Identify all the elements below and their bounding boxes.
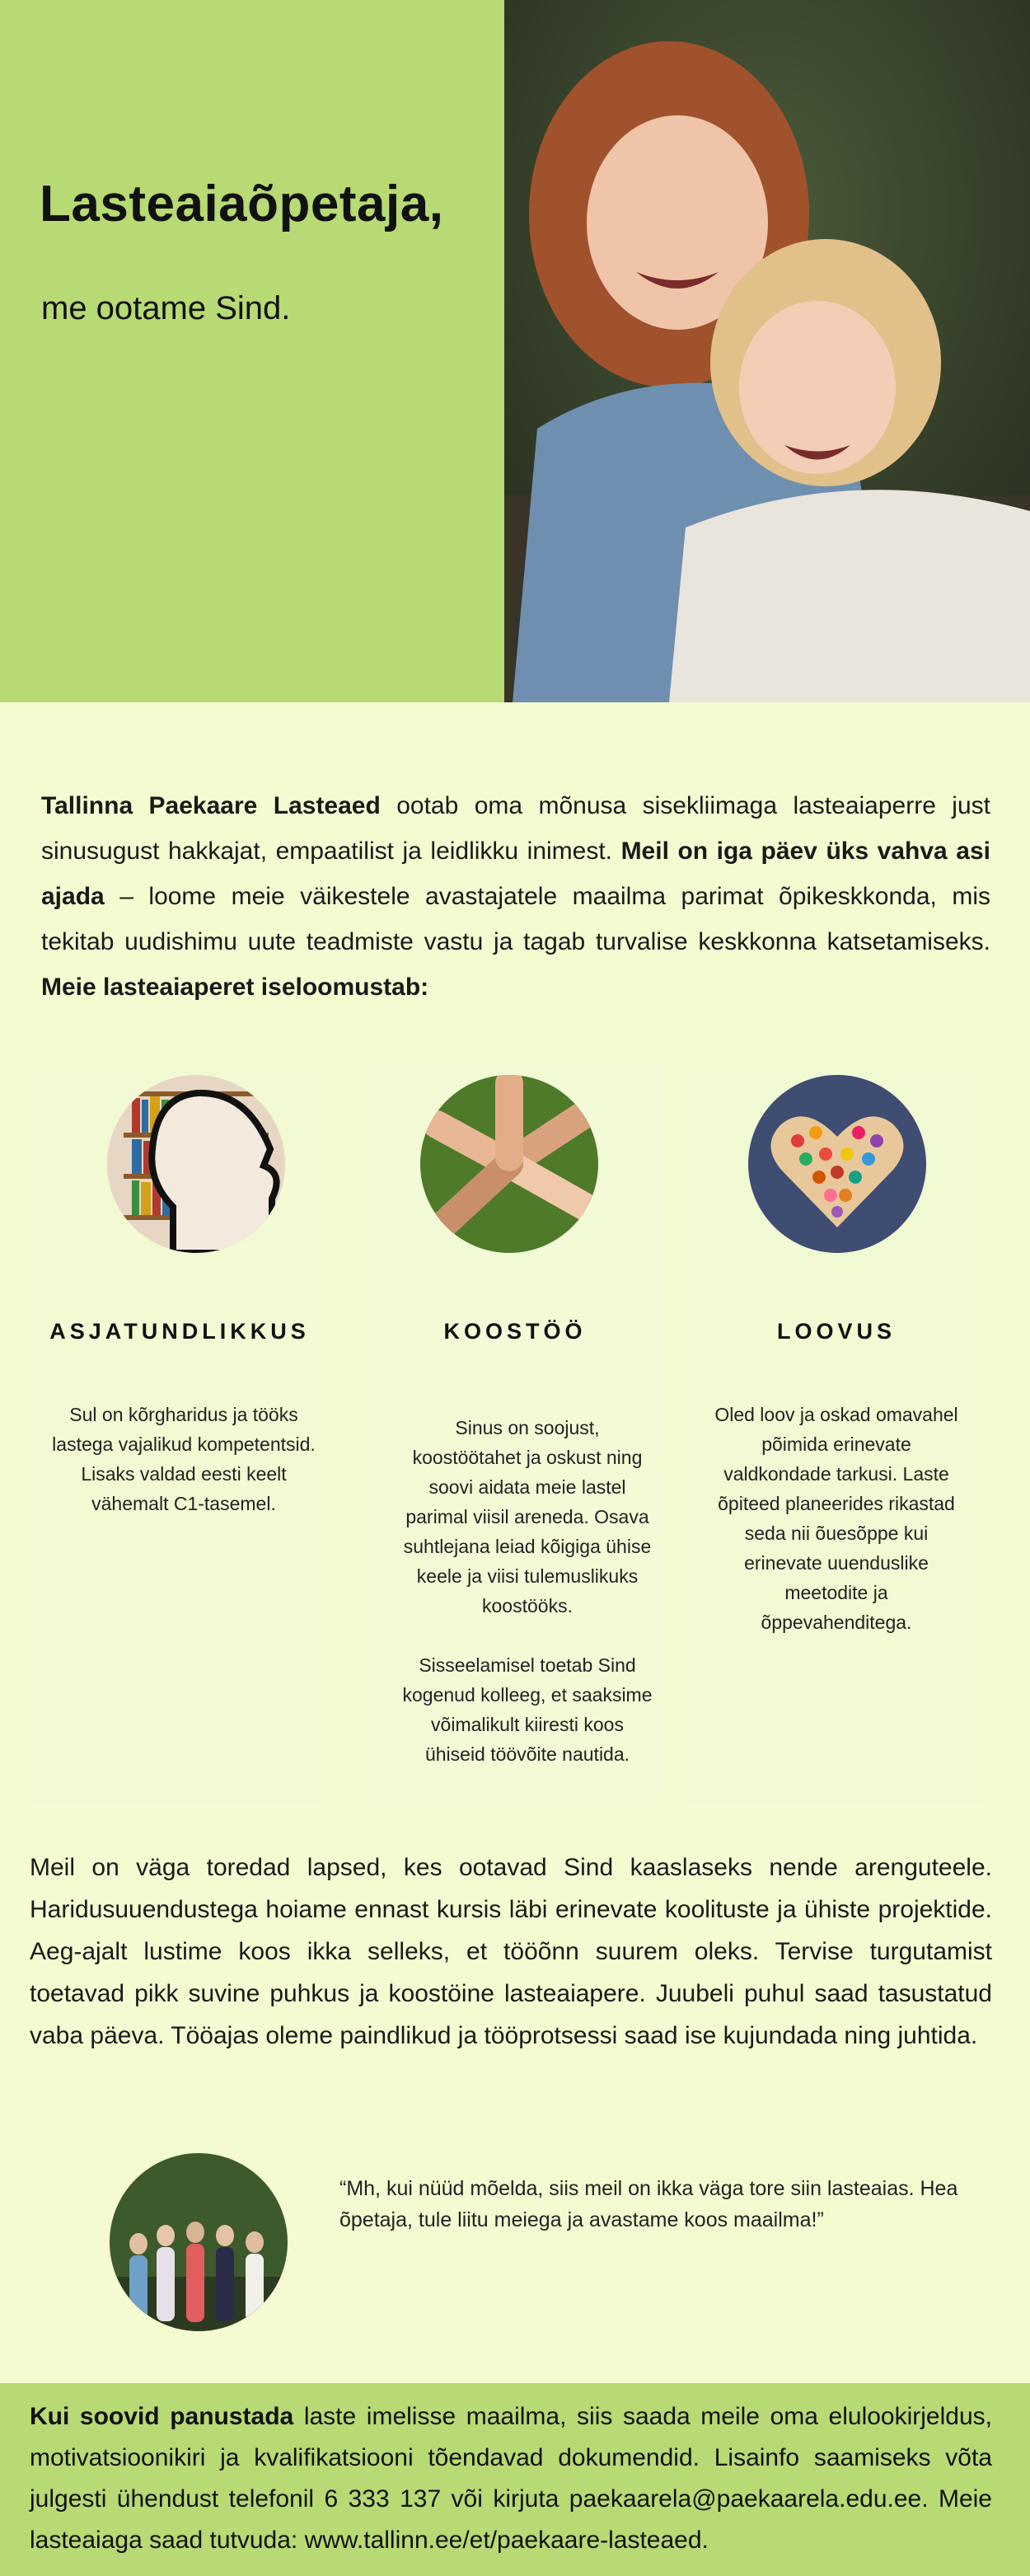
intro-org-name: Tallinna Paekaare Lasteaed: [41, 792, 381, 819]
cooperation-text: Sinus on soojust, koostöötahet ja oskust ning soovi aidata meie lastel parimal viisil areneda. Osava suhtlejana leiad kõigiga ühise keele ja viisi tulemuslikuks koostööks. Sisseelamisel toetab Sind kogenud kolleeg, et saaksime võimalikult kiiresti koos ühiseid töövõite nautida.: [402, 1417, 653, 1765]
intro-text-1: ootab oma mõnusa sisekliimaga lasteaiaperre just sinusugust hakkajat, empaatilist ja leidlikku inimest.: [41, 792, 990, 865]
hands-circle-icon: [420, 1075, 598, 1253]
intro-paragraph: [41, 783, 990, 1010]
contact-lead-in: Kui soovid panustada: [30, 2403, 294, 2430]
hero-panel: [0, 0, 504, 702]
intro-text-2: – loome meie väikestele avastajatele maailma parimat õpikeskkonda, mis tekitab uudishimu uute teadmiste vastu ja tagab turvalise keskkonna katsetamiseks.: [41, 883, 990, 955]
hero-title: Lasteaiaõpetaja,: [40, 176, 444, 232]
pencil-heart-icon: [748, 1075, 926, 1253]
contact-footer: [0, 2383, 1030, 2576]
benefits-paragraph: Meil on väga toredad lapsed, kes ootavad Sind kaaslaseks nende arenguteele. Haridusuuendustega hoiame ennast kursis läbi erinevate koolituste ja ühiste projektide. Aeg-ajalt lustime koos ikka selleks, et tööõnn suurem oleks. Tervise turgutamist toetavad pikk suvine puhkus ja koostöine lasteaiapere. Juubeli puhul saad tasustatud vaba päeva. Tööajas oleme paindlikud ja tööprotsessi saad ise kujundada ning juhtida.: [30, 1854, 992, 2049]
cooperation-heading: KOOSTÖÖ: [443, 1319, 587, 1344]
team-photo: [110, 2153, 288, 2331]
expertise-text: Sul on kõrgharidus ja tööks lastega vajalikud kompetentsid. Lisaks valdad eesti keelt vähemalt C1-tasemel.: [52, 1404, 316, 1514]
expertise-heading: ASJATUNDLIKKUS: [49, 1319, 310, 1344]
intro-highlight: Meil on iga päev üks vahva asi ajada: [41, 838, 990, 910]
creativity-text: Oled loov ja oskad omavahel põimida erinevate valdkondade tarkusi. Laste õpiteed planeerides rikastad seda nii õuesõppe kui erinevate uuenduslike meetodite ja õppevahenditega.: [714, 1404, 958, 1633]
hero: [0, 0, 1030, 702]
creativity-heading: LOOVUS: [776, 1319, 896, 1344]
contact-text: [30, 2396, 992, 2561]
column-creativity: [688, 1063, 985, 1805]
qualities-columns: [0, 1063, 1030, 1805]
column-cooperation: [367, 1063, 663, 1805]
contact-details: laste imelisse maailma, siis saada meile oma elulookirjeldus, motivatsioonikiri ja kvalifikatsiooni tõendavad dokumendid. Lisainfo saamiseks võta julgesti ühendust telefonil 6 333 137 või kirjuta paekaarela@paekaarela.edu.ee. Meie lasteaiaga saad tutvuda: www.tallinn.ee/et/paekaare-lasteaed.: [30, 2403, 992, 2554]
hero-photo-children: [504, 0, 1030, 702]
column-expertise: [25, 1063, 321, 1805]
head-books-icon: [107, 1075, 285, 1253]
intro-lead-in: Meie lasteaiaperet iseloomustab:: [41, 974, 429, 1001]
teacher-quote: “Mh, kui nüüd mõelda, siis meil on ikka väga tore siin lasteaias. Hea õpetaja, tule liitu meiega ja avastame koos maailma!”: [339, 2177, 958, 2231]
hero-subtitle: me ootame Sind.: [41, 290, 291, 326]
